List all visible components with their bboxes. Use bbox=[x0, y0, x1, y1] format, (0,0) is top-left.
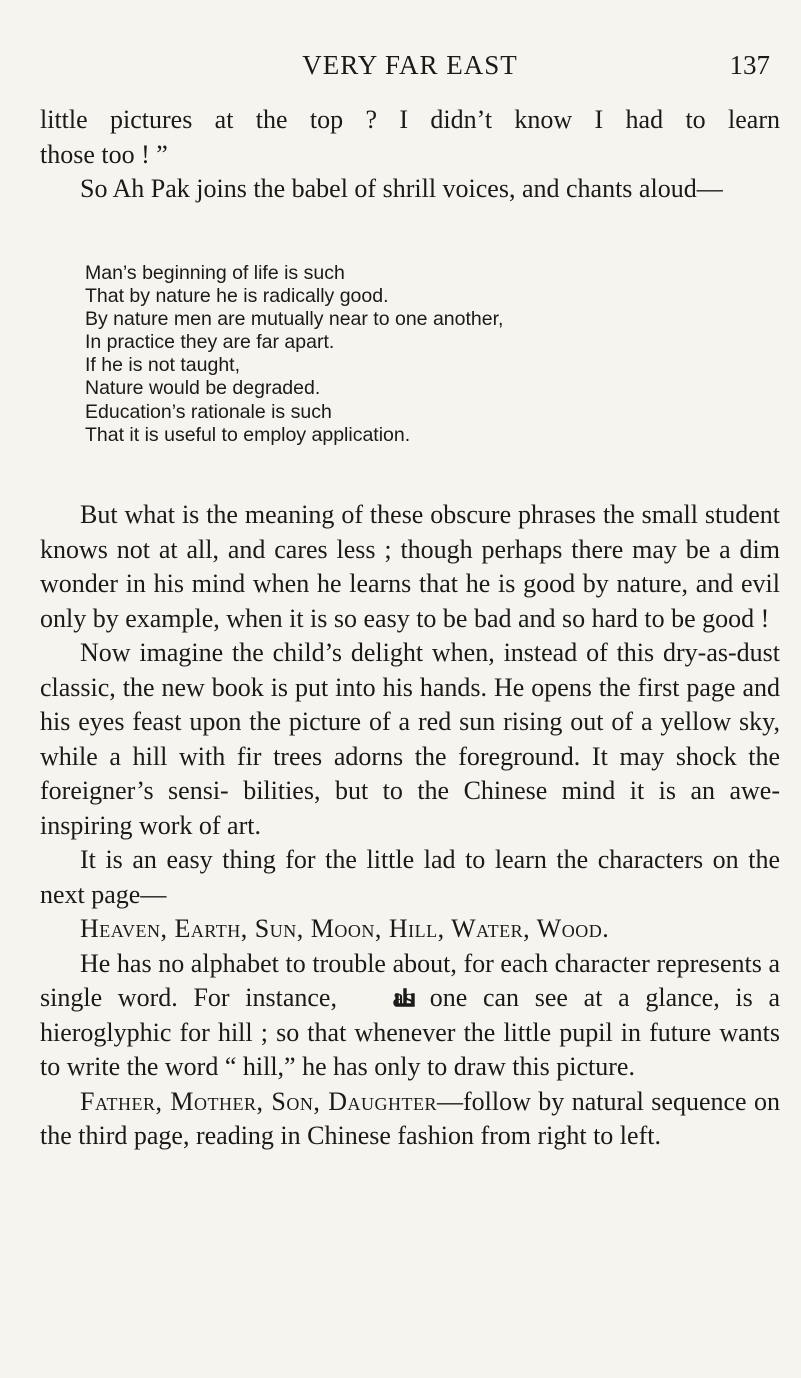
family-words: Father, Mother, Son, Daughter bbox=[80, 1086, 438, 1116]
character-list: Heaven, Earth, Sun, Moon, Hill, Water, Wood. bbox=[80, 914, 610, 943]
opening-line-2: those too ! ” bbox=[40, 139, 168, 169]
paragraph-meaning: But what is the meaning of these obscure phrases the small student knows not at all, and cares less ; though perhaps there may be a dim wonder in his mind when he learns that he is good by nature, and evil only by example, when it is so easy to be bad and so hard to be good ! bbox=[40, 500, 780, 633]
page-number: 137 bbox=[729, 50, 770, 80]
paragraph-family bbox=[40, 1085, 780, 1154]
paragraph-characters: It is an easy thing for the little lad to learn the characters on the next page— bbox=[40, 845, 780, 909]
verse-block bbox=[85, 262, 503, 447]
verse-line: Man’s beginning of life is such bbox=[85, 262, 345, 284]
verse-line: In practice they are far apart. bbox=[85, 331, 335, 354]
paragraph-new-book: Now imagine the child’s delight when, instead of this dry-as-dust classic, the new book is put into his hands. He opens the first page and his eyes feast upon the picture of a red sun rising out of a yellow sky, while a hill with fir trees adorns the foreground. It may shock the foreigner’s sensi- bilities, but to the Chinese mind it is an awe-inspiring work of art. bbox=[40, 638, 780, 840]
opening-paragraph: So Ah Pak joins the babel of shrill voices, and chants aloud— bbox=[80, 174, 723, 203]
alphabet-text-end: as one can see at a glance, is a hieroglyphic for hill ; so that whenever the little pupil in future wants to write the word “ hill,” he has only to draw this picture. bbox=[40, 983, 780, 1081]
running-title: VERY FAR EAST bbox=[302, 50, 518, 80]
paragraph-alphabet bbox=[40, 947, 780, 1085]
verse-line: That by nature he is radically good. bbox=[85, 285, 389, 308]
verse-line: Nature would be degraded. bbox=[85, 377, 321, 400]
family-text: —follow by natural sequence on the third page, reading in Chinese fashion from right to left. bbox=[40, 1086, 780, 1150]
alphabet-text-start: He has no alphabet to trouble about, for each character represents a single word. For instance, bbox=[40, 948, 780, 1012]
opening-line-1: little pictures at the top ? I didn’t know I had to learn bbox=[40, 105, 780, 134]
verse-line: Education’s rationale is such bbox=[85, 400, 332, 423]
chinese-character-shan-icon bbox=[353, 983, 377, 1003]
verse-line: That it is useful to employ application. bbox=[85, 423, 411, 446]
page-header bbox=[40, 0, 780, 100]
book-page bbox=[40, 0, 780, 1150]
verse-line: By nature men are mutually near to one another, bbox=[85, 308, 504, 331]
main-text bbox=[40, 498, 780, 1154]
verse-line: If he is not taught, bbox=[85, 354, 241, 377]
opening-text bbox=[40, 103, 780, 207]
